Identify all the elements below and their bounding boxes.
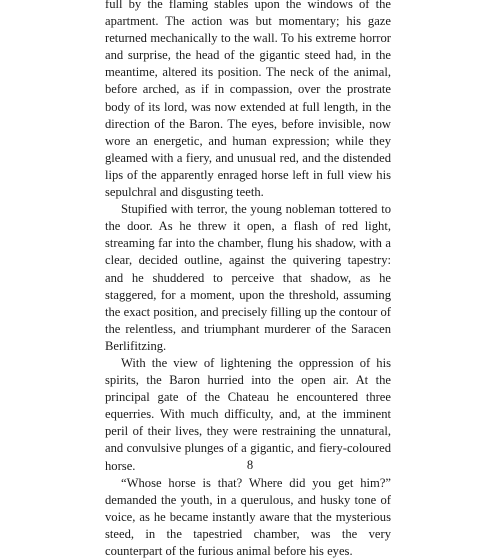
paragraph-continued: full by the flaming stables upon the windows of the apartment. The action was but momentary; his gaze returned mechanically to the wall. To his extreme horror and surprise, the head of the gigantic steed had, in the meantime, altered its position. The neck of the animal, before arched, as if in compassion, over the prostrate body of its lord, was now extended at full length, in the direction of the Baron. The eyes, before invisible, now wore an energetic, and human expression; while they gleamed with a fiery, and unusual red, and the distended lips of the apparently enraged horse left in full view his sepulchral and disgusting teeth. xyxy=(105,0,391,200)
paragraph-shadow: Stupified with terror, the young nobleman tottered to the door. As he threw it open, a flash of red light, streaming far into the chamber, flung his shadow, with a clear, decided outline, against the quivering tapestry: and he shuddered to perceive that shadow, as he staggered, for a moment, upon the threshold, assuming the exact position, and precisely filling up the contour of the relentless, and triumphant murderer of the Saracen Berlifitzing. xyxy=(105,202,391,353)
page-number: 8 xyxy=(246,458,254,472)
paragraph-equerries: With the view of lightening the oppression of his spirits, the Baron hurried into the open air. At the principal gate of the Chateau he encountered three equerries. With much difficulty, and, at the imminent peril of their lives, they were restraining the unnatural, and convulsive plunges of a gigantic, and fiery-coloured horse. xyxy=(105,355,391,473)
paragraph-dialogue: “Whose horse is that? Where did you get him?” demanded the youth, in a querulous, and husky tone of voice, as he became instantly aware that the mysterious steed, in the tapestried chamber, was the very counterpart of the furious animal before his eyes. xyxy=(105,475,391,558)
body-text xyxy=(105,0,391,560)
